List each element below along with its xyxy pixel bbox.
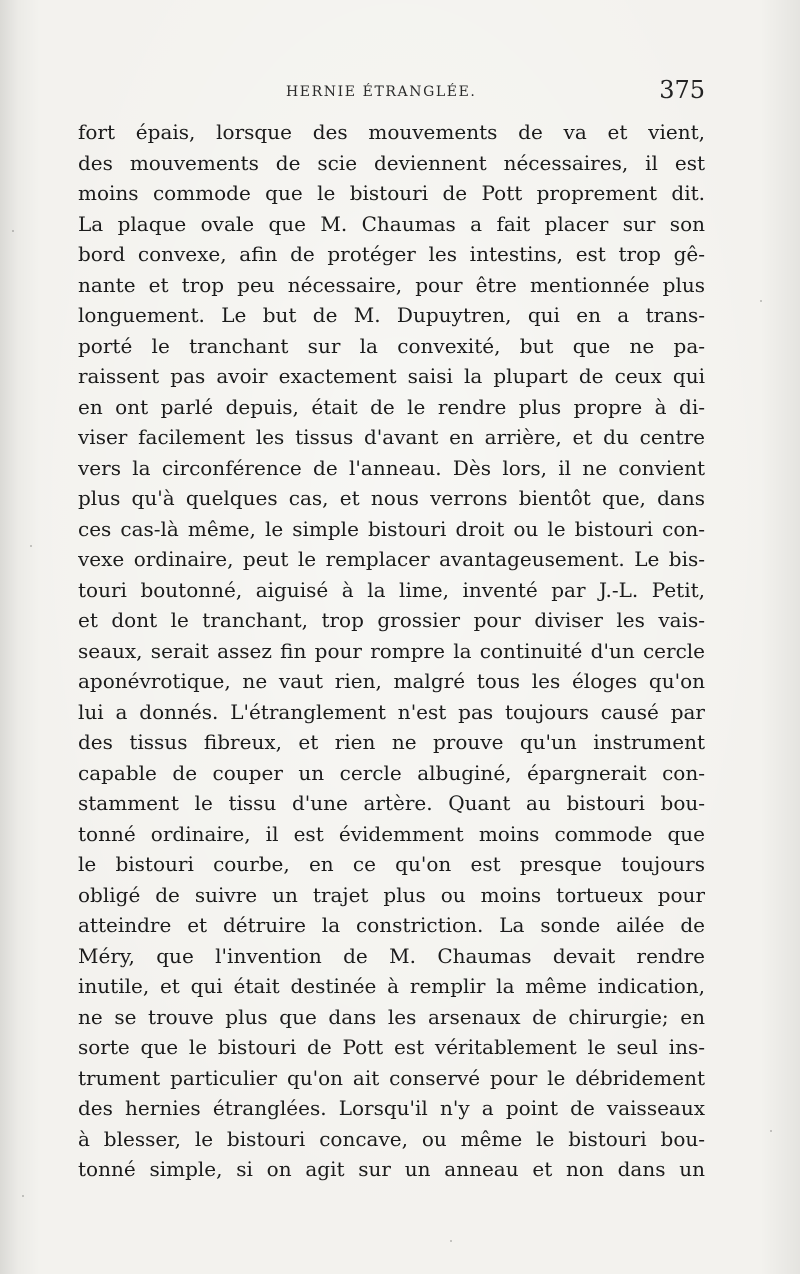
text-line: moins commode que le bistouri de Pott proprement dit. [78,181,705,205]
text-line: lui a donnés. L'étranglement n'est pas toujours causé par [78,699,705,724]
text-line: vexe ordinaire, peut le remplacer avantageusement. Le bis- [78,547,705,571]
running-title: HERNIE ÉTRANGLÉE. [286,84,477,100]
text-line: sorte que le bistouri de Pott est véritablement le seul ins- [78,1035,705,1059]
text-line: atteindre et détruire la constriction. La sonde ailée de [78,913,705,937]
text-line: aponévrotique, ne vaut rien, malgré tous les éloges qu'on [78,669,705,693]
text-line: plus qu'à quelques cas, et nous verrons bientôt que, dans [78,486,705,510]
text-line: inutile, et qui était destinée à remplir la même indication, [78,974,705,998]
text-line: raissent pas avoir exactement saisi la plupart de ceux qui [78,364,705,388]
text-line: stamment le tissu d'une artère. Quant au bistouri bou- [78,791,705,815]
text-line: des mouvements de scie deviennent nécessaires, il est [78,150,705,175]
text-line: nante et trop peu nécessaire, pour être mentionnée plus [78,272,705,297]
text-line: vers la circonférence de l'anneau. Dès lors, il ne convient [78,455,705,480]
text-line: ces cas-là même, le simple bistouri droit ou le bistouri con- [78,516,705,541]
text-line: trument particulier qu'on ait conservé pour le débridement [78,1065,705,1090]
text-line: le bistouri courbe, en ce qu'on est presque toujours [78,852,705,876]
text-line: à blesser, le bistouri concave, ou même le bistouri bou- [78,1126,705,1151]
text-line: tonné simple, si on agit sur un anneau et non dans un [78,1157,705,1181]
running-head [78,76,705,110]
text-line: des tissus fibreux, et rien ne prouve qu'un instrument [78,730,705,754]
body-text [78,117,705,1185]
text-line: des hernies étranglées. Lorsqu'il n'y a point de vaisseaux [78,1096,705,1120]
text-line: tonné ordinaire, il est évidemment moins commode que [78,821,705,846]
page-number: 375 [659,76,705,104]
text-line: touri boutonné, aiguisé à la lime, inventé par J.-L. Petit, [78,577,705,602]
text-line: La plaque ovale que M. Chaumas a fait placer sur son [78,211,705,236]
text-line: ne se trouve plus que dans les arsenaux de chirurgie; en [78,1004,705,1029]
text-line: longuement. Le but de M. Dupuytren, qui en a trans- [78,303,705,327]
text-line: en ont parlé depuis, était de le rendre plus propre à di- [78,394,705,419]
text-line: fort épais, lorsque des mouvements de va et vient, [78,120,705,144]
text-line: capable de couper un cercle albuginé, épargnerait con- [78,760,705,785]
text-line: et dont le tranchant, trop grossier pour diviser les vais- [78,608,705,632]
text-line: viser facilement les tissus d'avant en arrière, et du centre [78,425,705,449]
text-line: seaux, serait assez fin pour rompre la continuité d'un cercle [78,638,705,663]
text-line: Méry, que l'invention de M. Chaumas devait rendre [78,943,705,968]
text-line: porté le tranchant sur la convexité, but que ne pa- [78,333,705,358]
text-line: bord convexe, afin de protéger les intestins, est trop gê- [78,242,705,266]
text-line: obligé de suivre un trajet plus ou moins tortueux pour [78,882,705,907]
